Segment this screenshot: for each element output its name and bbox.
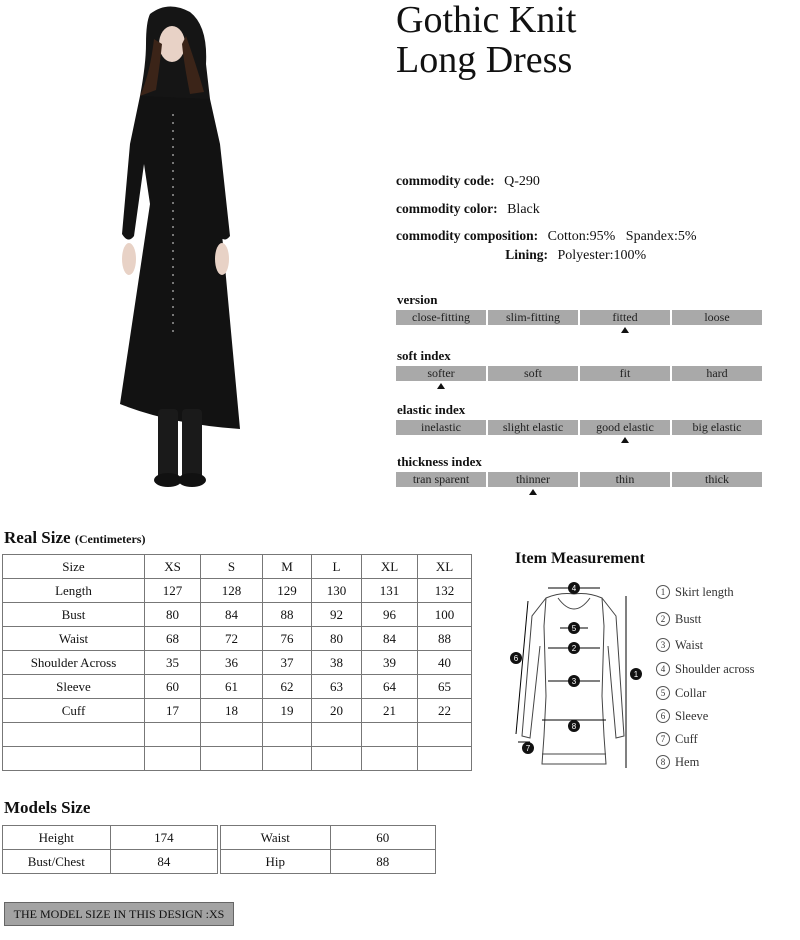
elastic-option-good-elastic: [580, 420, 670, 435]
legend-number: 1: [656, 585, 670, 599]
size-cell: 64: [362, 675, 418, 699]
size-cell: 100: [418, 603, 472, 627]
models-value-cell: 84: [110, 850, 217, 874]
size-cell: 20: [312, 699, 362, 723]
size-cell: 38: [312, 651, 362, 675]
elastic-selected-marker: [621, 437, 629, 443]
soft-index-bar: [396, 366, 764, 381]
size-row: [3, 747, 472, 771]
product-photo: [110, 4, 260, 492]
models-row: [3, 826, 218, 850]
models-row: [221, 850, 436, 874]
size-cell: 130: [312, 579, 362, 603]
size-cell: XL: [418, 555, 472, 579]
size-cell: 35: [145, 651, 201, 675]
soft-selected-marker: [437, 383, 445, 389]
legend-label: Sleeve: [675, 709, 709, 723]
legend-label: Cuff: [675, 732, 698, 746]
size-cell: 61: [201, 675, 263, 699]
size-cell: Sleeve: [3, 675, 145, 699]
svg-text:5: 5: [571, 624, 577, 633]
lining-label: Lining:: [505, 247, 548, 262]
size-cell: [201, 723, 263, 747]
item-measurement-title: Item Measurement: [515, 550, 645, 567]
size-cell: M: [263, 555, 312, 579]
size-cell: 60: [145, 675, 201, 699]
size-cell: 39: [362, 651, 418, 675]
thickness-option-thinner-label: thinner: [516, 472, 550, 486]
size-cell: [418, 723, 472, 747]
real-size-title: [4, 528, 145, 548]
size-cell: L: [312, 555, 362, 579]
size-cell: 84: [201, 603, 263, 627]
size-cell: 88: [418, 627, 472, 651]
models-label-cell: Waist: [221, 826, 331, 850]
version-option-close-fitting: close-fitting: [396, 310, 486, 325]
size-cell: 37: [263, 651, 312, 675]
size-cell: [145, 747, 201, 771]
models-value-cell: 60: [330, 826, 435, 850]
size-cell: 21: [362, 699, 418, 723]
legend-label: Collar: [675, 686, 707, 700]
size-cell: 18: [201, 699, 263, 723]
models-value-cell: 174: [110, 826, 217, 850]
svg-text:8: 8: [571, 722, 577, 731]
legend-item: [656, 612, 701, 627]
size-cell: 96: [362, 603, 418, 627]
legend-number: 2: [656, 612, 670, 626]
size-cell: S: [201, 555, 263, 579]
size-cell: Bust: [3, 603, 145, 627]
soft-option-softer-label: softer: [427, 366, 455, 380]
size-cell: [312, 747, 362, 771]
elastic-index-bar: [396, 420, 764, 435]
size-cell: Waist: [3, 627, 145, 651]
commodity-composition-value: Cotton:95% Spandex:5%: [547, 229, 697, 244]
models-label-cell: Hip: [221, 850, 331, 874]
commodity-code-row: [396, 173, 540, 190]
size-cell: 128: [201, 579, 263, 603]
commodity-color-row: [396, 201, 540, 218]
size-cell: [418, 747, 472, 771]
soft-option-softer: [396, 366, 486, 381]
size-cell: 129: [263, 579, 312, 603]
size-cell: 65: [418, 675, 472, 699]
size-cell: 68: [145, 627, 201, 651]
size-cell: 19: [263, 699, 312, 723]
svg-text:7: 7: [525, 744, 531, 753]
size-cell: [3, 723, 145, 747]
size-cell: 40: [418, 651, 472, 675]
legend-label: Shoulder across: [675, 662, 755, 676]
models-row: [3, 850, 218, 874]
lining-row: [396, 247, 796, 264]
size-cell: 80: [145, 603, 201, 627]
size-cell: XL: [362, 555, 418, 579]
legend-number: 7: [656, 732, 670, 746]
svg-text:4: 4: [571, 584, 577, 593]
title-line-1: Gothic Knit: [396, 0, 577, 41]
size-cell: 63: [312, 675, 362, 699]
size-cell: 84: [362, 627, 418, 651]
legend-label: Skirt length: [675, 585, 734, 599]
size-cell: Length: [3, 579, 145, 603]
size-cell: [312, 723, 362, 747]
size-row: [3, 603, 472, 627]
lining-value: Polyester:100%: [557, 248, 647, 263]
size-row: [3, 627, 472, 651]
legend-label: Waist: [675, 638, 704, 652]
size-cell: 62: [263, 675, 312, 699]
models-size-table-right: [220, 825, 436, 874]
legend-number: 8: [656, 755, 670, 769]
real-size-heading: Real Size: [4, 528, 71, 547]
commodity-code-label: commodity code:: [396, 173, 495, 188]
size-header-row: [3, 555, 472, 579]
models-row: [221, 826, 436, 850]
size-cell: [263, 747, 312, 771]
version-option-fitted: [580, 310, 670, 325]
size-row: [3, 651, 472, 675]
size-cell: [201, 747, 263, 771]
size-cell: [362, 747, 418, 771]
version-title: version: [397, 292, 438, 307]
legend-number: 3: [656, 638, 670, 652]
legend-item: [656, 755, 699, 770]
thickness-option-transparent: tran sparent: [396, 472, 486, 487]
soft-option-fit: fit: [580, 366, 670, 381]
models-size-title: Models Size: [4, 798, 91, 817]
size-cell: [362, 723, 418, 747]
legend-item: [656, 732, 698, 747]
thickness-option-thick: thick: [672, 472, 762, 487]
size-cell: 72: [201, 627, 263, 651]
version-option-fitted-label: fitted: [612, 310, 638, 324]
size-cell: 131: [362, 579, 418, 603]
commodity-composition-label: commodity composition:: [396, 228, 539, 243]
size-cell: 17: [145, 699, 201, 723]
elastic-index-title: elastic index: [397, 402, 466, 417]
size-cell: 22: [418, 699, 472, 723]
legend-number: 6: [656, 709, 670, 723]
models-size-table-left: [2, 825, 218, 874]
size-cell: Shoulder Across: [3, 651, 145, 675]
size-cell: 92: [312, 603, 362, 627]
soft-option-hard: hard: [672, 366, 762, 381]
thickness-index-title: thickness index: [397, 454, 482, 469]
size-cell: 132: [418, 579, 472, 603]
thickness-selected-marker: [529, 489, 537, 495]
legend-number: 5: [656, 686, 670, 700]
elastic-option-big-elastic: big elastic: [672, 420, 762, 435]
size-cell: [3, 747, 145, 771]
thickness-option-thinner: [488, 472, 578, 487]
size-cell: 88: [263, 603, 312, 627]
real-size-unit: (Centimeters): [74, 532, 146, 546]
elastic-option-slight-elastic: slight elastic: [488, 420, 578, 435]
version-selected-marker: [621, 327, 629, 333]
legend-item: [656, 585, 734, 600]
legend-number: 4: [656, 662, 670, 676]
size-row: [3, 675, 472, 699]
size-cell: [145, 723, 201, 747]
thickness-option-thin: thin: [580, 472, 670, 487]
models-value-cell: 88: [330, 850, 435, 874]
svg-text:1: 1: [633, 670, 639, 679]
legend-item: [656, 709, 708, 724]
size-cell: [263, 723, 312, 747]
legend-item: [656, 686, 706, 701]
legend-item: [656, 638, 703, 653]
version-bar: [396, 310, 764, 325]
model-size-note: THE MODEL SIZE IN THIS DESIGN :XS: [4, 902, 234, 926]
title-line-2: Long Dress: [396, 39, 573, 81]
legend-label: Bustt: [675, 612, 702, 626]
thickness-index-bar: [396, 472, 764, 487]
elastic-option-good-elastic-label: good elastic: [596, 420, 654, 434]
size-cell: Cuff: [3, 699, 145, 723]
size-cell: 36: [201, 651, 263, 675]
size-cell: XS: [145, 555, 201, 579]
commodity-composition-row: [396, 228, 697, 245]
size-cell: 127: [145, 579, 201, 603]
svg-text:2: 2: [571, 644, 577, 653]
size-row: [3, 699, 472, 723]
size-cell: 80: [312, 627, 362, 651]
svg-text:6: 6: [513, 654, 519, 663]
soft-option-soft: soft: [488, 366, 578, 381]
garment-diagram: [508, 576, 650, 776]
legend-label: Hem: [675, 755, 700, 769]
elastic-option-inelastic: inelastic: [396, 420, 486, 435]
legend-item: [656, 662, 755, 677]
product-title: [396, 0, 576, 80]
soft-index-title: soft index: [397, 348, 451, 363]
svg-text:3: 3: [571, 677, 577, 686]
real-size-table: [2, 554, 472, 771]
commodity-code-value: Q-290: [504, 174, 540, 189]
size-row: [3, 723, 472, 747]
commodity-color-value: Black: [507, 202, 540, 217]
commodity-color-label: commodity color:: [396, 201, 498, 216]
version-option-loose: loose: [672, 310, 762, 325]
version-option-slim-fitting: slim-fitting: [488, 310, 578, 325]
size-cell: 76: [263, 627, 312, 651]
models-label-cell: Height: [3, 826, 111, 850]
size-cell: Size: [3, 555, 145, 579]
size-row: [3, 579, 472, 603]
models-label-cell: Bust/Chest: [3, 850, 111, 874]
